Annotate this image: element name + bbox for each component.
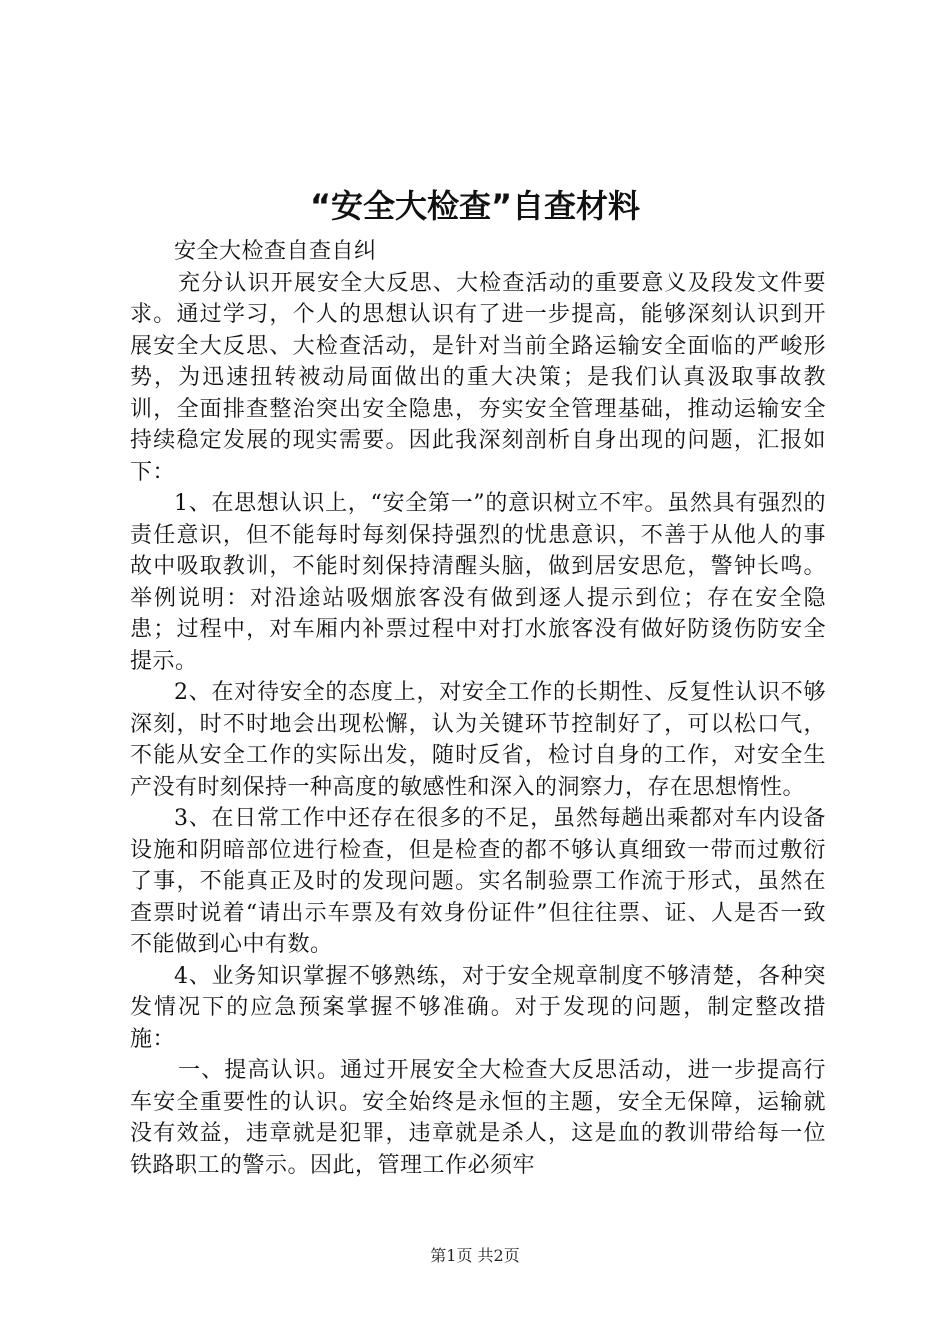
document-body <box>130 236 826 1181</box>
issue-paragraph-1: 1、在思想认识上，“安全第一”的意识树立不牢。虽然具有强烈的责任意识，但不能每时每刻保持强烈的忧患意识，不善于从他人的事故中吸取教训，不能时刻保持清醒头脑，做到居安思危，警钟长鸣。举例说明：对沿途站吸烟旅客没有做到逐人提示到位；存在安全隐患；过程中，对车厢内补票过程中对打水旅客没有做好防烫伤防安全提示。 <box>130 491 826 674</box>
issue-paragraph-4: 4、业务知识掌握不够熟练，对于安全规章制度不够清楚，各种突发情况下的应急预案掌握不够准确。对于发现的问题，制定整改措施： <box>130 963 826 1052</box>
document-title: “安全大检查”自查材料 <box>309 187 641 225</box>
measure-paragraph-1: 一、提高认识。通过开展安全大检查大反思活动，进一步提高行车安全重要性的认识。安全始终是永恒的主题，安全无保障，运输就没有效益，违章就是犯罪，违章就是杀人，这是血的教训带给每一位铁路职工的警示。因此，管理工作必须牢 <box>130 1058 826 1178</box>
intro-paragraph: 充分认识开展安全大反思、大检查活动的重要意义及段发文件要求。通过学习，个人的思想认识有了进一步提高，能够深刻认识到开展安全大反思、大检查活动，是针对当前全路运输安全面临的严峻形势，为迅速扭转被动局面做出的重大决策；是我们认真汲取事故教训，全面排查整治突出安全隐患，夯实安全管理基础，推动运输安全持续稳定发展的现实需要。因此我深刻剖析自身出现的问题，汇报如下： <box>130 270 826 485</box>
page-footer: 第1页 共2页 <box>430 1246 520 1265</box>
issue-paragraph-3: 3、在日常工作中还存在很多的不足，虽然每趟出乘都对车内设备设施和阴暗部位进行检查，但是检查的都不够认真细致一带而过敷衍了事，不能真正及时的发现问题。实名制验票工作流于形式，虽然在查票时说着“请出示车票及有效身份证件”但往往票、证、人是否一致不能做到心中有数。 <box>130 806 826 957</box>
issue-paragraph-2: 2、在对待安全的态度上，对安全工作的长期性、反复性认识不够深刻，时不时地会出现松懈，认为关键环节控制好了，可以松口气，不能从安全工作的实际出发，随时反省，检讨自身的工作，对安全生产没有时刻保持一种高度的敏感性和深入的洞察力，存在思想惰性。 <box>130 680 826 800</box>
subtitle-paragraph: 安全大检查自查自纠 <box>174 239 377 264</box>
